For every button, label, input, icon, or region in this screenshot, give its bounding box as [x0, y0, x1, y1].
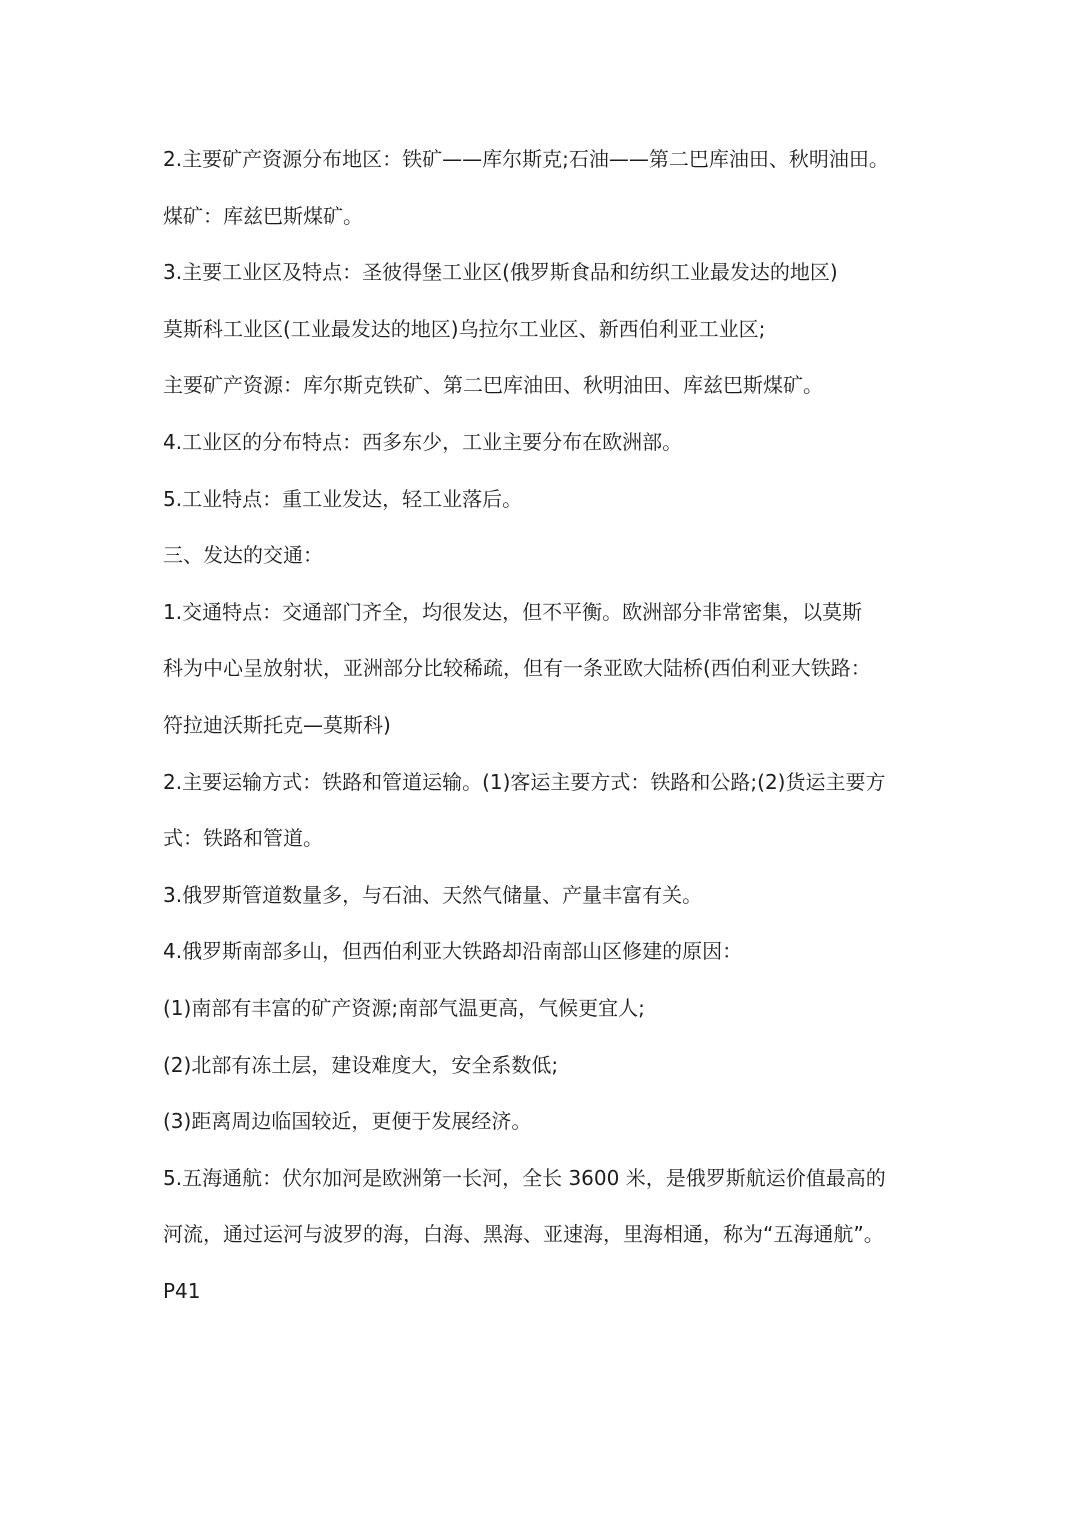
text-line: 3.主要工业区及特点：圣彼得堡工业区(俄罗斯食品和纺织工业最发达的地区) — [163, 260, 838, 285]
text-line: 4.工业区的分布特点：西多东少，工业主要分布在欧洲部。 — [163, 429, 683, 454]
text-line: 科为中心呈放射状，亚洲部分比较稀疏，但有一条亚欧大陆桥(西伯利亚大铁路： — [163, 656, 871, 681]
text-line: 主要矿产资源：库尔斯克铁矿、第二巴库油田、秋明油田、库兹巴斯煤矿。 — [163, 373, 823, 398]
text-line: 2.主要运输方式：铁路和管道运输。(1)客运主要方式：铁路和公路;(2)货运主要方 — [163, 769, 886, 794]
section-heading: 三、发达的交通： — [163, 543, 323, 568]
text-line: (2)北部有冻土层，建设难度大，安全系数低; — [163, 1052, 559, 1077]
text-line: 1.交通特点：交通部门齐全，均很发达，但不平衡。欧洲部分非常密集，以莫斯 — [163, 599, 863, 624]
text-line: 5.工业特点：重工业发达，轻工业落后。 — [163, 486, 523, 511]
document-body — [163, 131, 923, 1319]
text-line: 5.五海通航：伏尔加河是欧洲第一长河，全长 3600 米，是俄罗斯航运价值最高的 — [163, 1165, 886, 1190]
text-line: 4.俄罗斯南部多山，但西伯利亚大铁路却沿南部山区修建的原因： — [163, 939, 743, 964]
text-line: 2.主要矿产资源分布地区：铁矿——库尔斯克;石油——第二巴库油田、秋明油田。 — [163, 147, 889, 171]
text-line: (3)距离周边临国较近，更便于发展经济。 — [163, 1109, 532, 1134]
text-line: 河流，通过运河与波罗的海，白海、黑海、亚速海，里海相通，称为“五海通航”。 — [163, 1222, 884, 1247]
text-line: 3.俄罗斯管道数量多，与石油、天然气储量、产量丰富有关。 — [163, 882, 703, 907]
text-line: 符拉迪沃斯托克—莫斯科) — [163, 712, 391, 737]
text-line: 莫斯科工业区(工业最发达的地区)乌拉尔工业区、新西伯利亚工业区; — [163, 316, 766, 341]
text-line: (1)南部有丰富的矿产资源;南部气温更高，气候更宜人; — [163, 995, 645, 1020]
page-reference: P41 — [163, 1278, 201, 1303]
text-line: 式：铁路和管道。 — [163, 826, 323, 851]
text-line: 煤矿：库兹巴斯煤矿。 — [163, 203, 363, 228]
